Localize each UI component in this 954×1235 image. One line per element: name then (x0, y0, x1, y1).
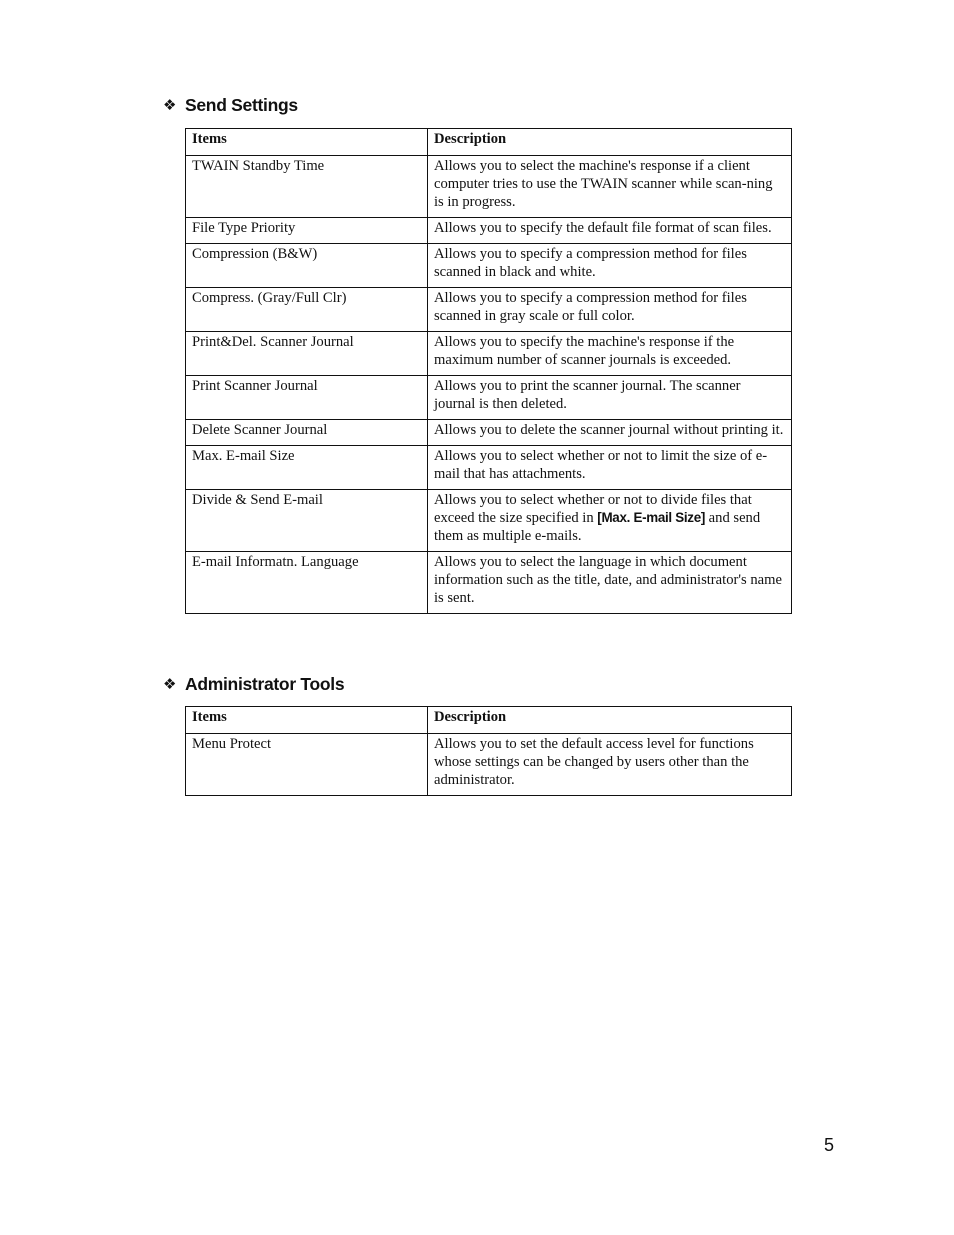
item-name: Print&Del. Scanner Journal (186, 332, 428, 376)
table-header-row (186, 129, 792, 156)
table-row (186, 288, 792, 332)
item-name: Menu Protect (186, 734, 428, 796)
ui-key-reference: [Max. E-mail Size] (597, 510, 706, 525)
table-row (186, 156, 792, 218)
table-row (186, 490, 792, 552)
item-description: Allows you to select the machine's response if a client computer tries to use the TWAIN scanner while scan-ning is in progress. (428, 156, 792, 218)
administrator-tools-table (185, 706, 792, 796)
diamond-bullet-icon: ❖ (163, 676, 177, 693)
diamond-bullet-icon: ❖ (163, 97, 177, 114)
send-settings-table (185, 128, 792, 614)
section-heading-administrator-tools (163, 674, 344, 695)
item-description: Allows you to specify the machine's response if the maximum number of scanner journals is exceeded. (428, 332, 792, 376)
table-row (186, 552, 792, 614)
item-name: Print Scanner Journal (186, 376, 428, 420)
item-name: Delete Scanner Journal (186, 420, 428, 446)
column-header-items: Items (186, 707, 428, 734)
column-header-description: Description (428, 707, 792, 734)
table-row (186, 734, 792, 796)
table-row (186, 420, 792, 446)
page-number: 5 (824, 1135, 835, 1155)
item-description: Allows you to specify a compression method for files scanned in gray scale or full color. (428, 288, 792, 332)
description-text: Allows you to select whether or not to divide files that exceed the size specified in (434, 492, 752, 526)
section-heading-send-settings (163, 95, 298, 116)
item-name: Max. E-mail Size (186, 446, 428, 490)
item-description (428, 490, 792, 552)
table-row (186, 376, 792, 420)
table-row (186, 332, 792, 376)
table-header-row (186, 707, 792, 734)
item-name: TWAIN Standby Time (186, 156, 428, 218)
item-description: Allows you to delete the scanner journal without printing it. (428, 420, 792, 446)
table-row (186, 446, 792, 490)
column-header-description: Description (428, 129, 792, 156)
table-row (186, 218, 792, 244)
item-description: Allows you to specify the default file format of scan files. (428, 218, 792, 244)
item-description: Allows you to specify a compression method for files scanned in black and white. (428, 244, 792, 288)
description-text: and send them as multiple e-mails. (434, 510, 761, 544)
item-name: File Type Priority (186, 218, 428, 244)
table-row (186, 244, 792, 288)
item-name: E-mail Informatn. Language (186, 552, 428, 614)
item-description: Allows you to set the default access level for functions whose settings can be changed by users other than the administrator. (428, 734, 792, 796)
item-description: Allows you to select whether or not to limit the size of e-mail that has attachments. (428, 446, 792, 490)
item-name: Compression (B&W) (186, 244, 428, 288)
item-name: Compress. (Gray/Full Clr) (186, 288, 428, 332)
column-header-items: Items (186, 129, 428, 156)
section-title: Administrator Tools (185, 674, 345, 694)
item-description: Allows you to print the scanner journal. The scanner journal is then deleted. (428, 376, 792, 420)
item-description: Allows you to select the language in which document information such as the title, date, and administrator's name is sent. (428, 552, 792, 614)
item-name: Divide & Send E-mail (186, 490, 428, 552)
section-title: Send Settings (185, 95, 298, 115)
